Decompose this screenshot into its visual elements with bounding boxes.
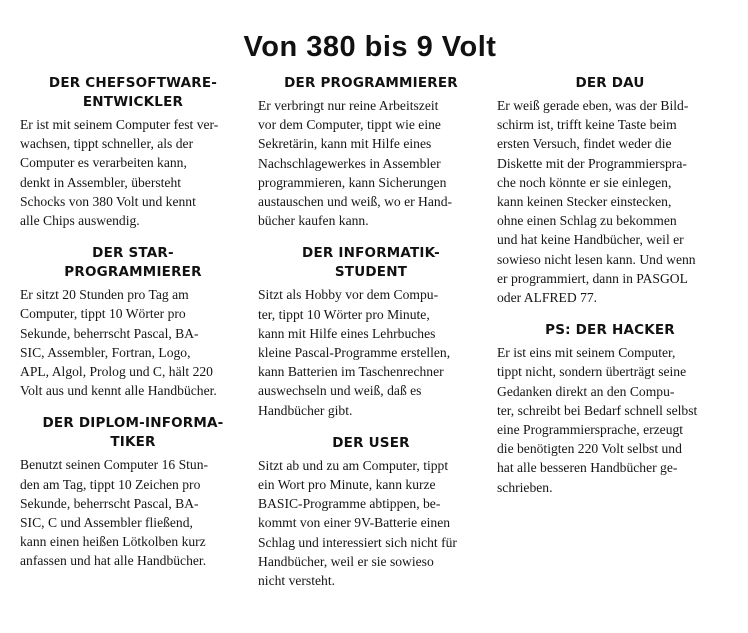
section-heading: DER STAR- PROGRAMMIERER xyxy=(64,245,202,281)
section-star-programmierer xyxy=(20,244,246,400)
column-1 xyxy=(20,74,246,571)
section-body: Er weiß gerade eben, was der Bild- schirm ist, trifft keine Taste beim ersten Versuch, findet weder die Diskette mit der Programmierspra- che noch könnte er sie einlegen, kann keinen Stecker einstecken, ohne einen Schlag zu bekommen und hat keine Handbücher, weil er sowieso nicht lesen kann. Und wenn er programmiert, dann in PASGOL oder ALFRED 77. xyxy=(497,98,696,306)
section-heading: DER DAU xyxy=(575,75,645,91)
section-heading: DER PROGRAMMIERER xyxy=(284,75,458,91)
page-title: Von 380 bis 9 Volt xyxy=(243,31,497,64)
section-hacker xyxy=(497,321,723,497)
section-heading: DER DIPLOM-INFORMA- TIKER xyxy=(42,415,224,451)
column-2 xyxy=(258,74,484,590)
section-heading: DER USER xyxy=(332,434,410,451)
section-heading: DER INFORMATIK- STUDENT xyxy=(302,245,440,281)
section-diplom-informatiker xyxy=(20,414,246,570)
section-body: Er ist mit seinem Computer fest ver- wachsen, tippt schneller, als der Computer es verarbeiten kann, denkt in Assembler, übersteht Schocks von 380 Volt und kennt alle Chips auswendig. xyxy=(20,117,219,229)
section-informatik-student xyxy=(258,244,484,419)
section-body: Benutzt seinen Computer 16 Stun- den am Tag, tippt 10 Zeichen pro Sekunde, beherrscht Pascal, BA- SIC, C und Assembler fließend, kann einen heißen Lötkolben kurz anfassen und hat alle Handbücher. xyxy=(20,457,209,569)
section-heading: PS: DER HACKER xyxy=(545,322,675,339)
section-body: Sitzt ab und zu am Computer, tippt ein Wort pro Minute, kann kurze BASIC-Programme abtippen, be- kommt von einer 9V-Batterie einen Schlag und interessiert sich nicht für Handbücher, weil er sie sowieso nicht versteht. xyxy=(258,457,457,589)
section-programmierer xyxy=(258,74,484,230)
section-chefsoftware-entwickler xyxy=(20,74,246,230)
column-3 xyxy=(497,74,723,497)
section-body: Er ist eins mit seinem Computer, tippt nicht, sondern überträgt seine Gedanken direkt an den Compu- ter, schreibt bei Bedarf schnell selbst eine Programmiersprache, erzeugt die benötigten 220 Volt selbst und hat alle besseren Handbücher ge- schrieben. xyxy=(497,345,698,495)
section-body: Er sitzt 20 Stunden pro Tag am Computer, tippt 10 Wörter pro Sekunde, beherrscht Pascal, BA- SIC, Assembler, Fortran, Logo, APL, Algol, Prolog und C, hält 220 Volt aus und kennt alle Handbücher. xyxy=(20,287,217,399)
section-heading: DER CHEFSOFTWARE- ENTWICKLER xyxy=(48,75,218,110)
section-body: Sitzt als Hobby vor dem Compu- ter, tippt 10 Wörter pro Minute, kann mit Hilfe eines Lehrbuches kleine Pascal-Programme erstellen, kann Batterien im Taschenrechner auswechseln und weiß, daß es Handbücher gibt. xyxy=(258,287,451,418)
section-dau xyxy=(497,74,723,307)
section-body: Er verbringt nur reine Arbeitszeit vor dem Computer, tippt wie eine Sekretärin, kann mit Hilfe eines Nachschlagewerkes in Assembler programmieren, kann Sicherungen austauschen und weiß, wo er Hand- bücher kaufen kann. xyxy=(258,98,453,229)
section-user xyxy=(258,434,484,590)
